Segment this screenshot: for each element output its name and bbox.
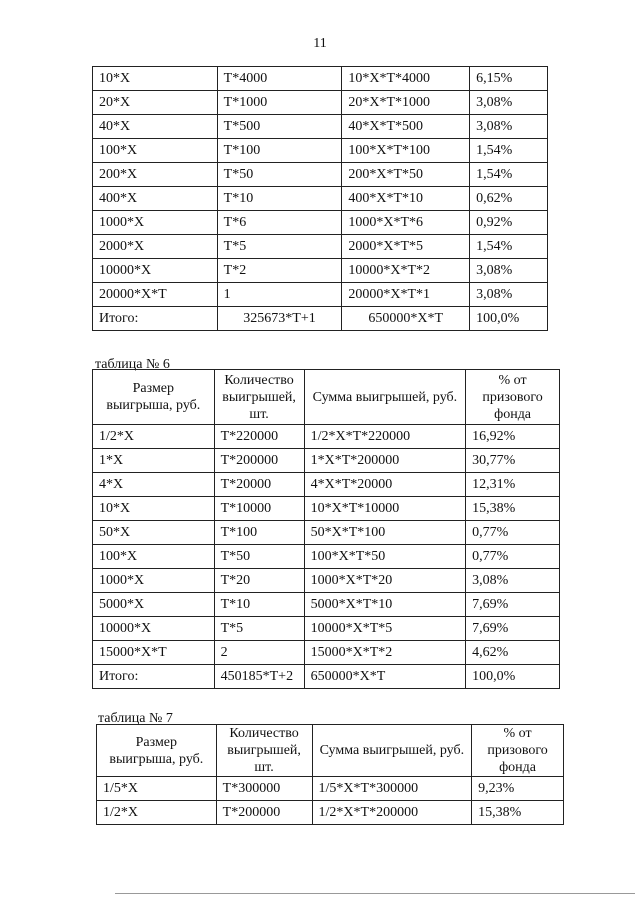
column-header: % от призового фонда bbox=[466, 370, 560, 425]
table-cell: 50*X*T*100 bbox=[304, 521, 466, 545]
table-cell: 15,38% bbox=[466, 497, 560, 521]
table-cell: 4,62% bbox=[466, 641, 560, 665]
table-cell: T*5 bbox=[214, 617, 304, 641]
table-cell: T*6 bbox=[217, 211, 342, 235]
table-row bbox=[93, 425, 560, 449]
table-cell: T*50 bbox=[217, 163, 342, 187]
table-cell: T*200000 bbox=[214, 449, 304, 473]
table-cell: T*4000 bbox=[217, 67, 342, 91]
table-row bbox=[93, 91, 548, 115]
table-cell: 1000*X bbox=[93, 569, 215, 593]
table-cell: 1000*X bbox=[93, 211, 218, 235]
table-cell: 325673*T+1 bbox=[217, 307, 342, 331]
table-cell: 7,69% bbox=[466, 593, 560, 617]
table-cell: T*500 bbox=[217, 115, 342, 139]
table-cell: 20000*X*T*1 bbox=[342, 283, 470, 307]
table-cell: 200*X bbox=[93, 163, 218, 187]
table-cell: 3,08% bbox=[470, 91, 548, 115]
table-cell: 30,77% bbox=[466, 449, 560, 473]
table-row bbox=[93, 139, 548, 163]
table-cell: Итого: bbox=[93, 307, 218, 331]
table-cell: 1/5*X*T*300000 bbox=[312, 777, 472, 801]
table-cell: 100,0% bbox=[466, 665, 560, 689]
table-cell: T*220000 bbox=[214, 425, 304, 449]
table-cell: 100*X bbox=[93, 545, 215, 569]
table-cell: 20*X*T*1000 bbox=[342, 91, 470, 115]
table-cell: 3,08% bbox=[470, 259, 548, 283]
table-caption: таблица № 6 bbox=[95, 357, 170, 372]
table-cell: 3,08% bbox=[470, 115, 548, 139]
table-cell: T*100 bbox=[217, 139, 342, 163]
table-cell: T*10000 bbox=[214, 497, 304, 521]
table-cell: 100*X bbox=[93, 139, 218, 163]
table-cell: 1*X*T*200000 bbox=[304, 449, 466, 473]
table-cell: 0,77% bbox=[466, 521, 560, 545]
table-cell: 15,38% bbox=[472, 801, 564, 825]
table-total-row bbox=[93, 307, 548, 331]
table-cell: 200*X*T*50 bbox=[342, 163, 470, 187]
column-header: Размер выигрыша, руб. bbox=[93, 370, 215, 425]
page-edge-line bbox=[115, 893, 635, 894]
table-header-row bbox=[97, 725, 564, 777]
table-cell: 0,77% bbox=[466, 545, 560, 569]
table-cell: 16,92% bbox=[466, 425, 560, 449]
table-cell: 10*X*T*10000 bbox=[304, 497, 466, 521]
table-cell: T*10 bbox=[217, 187, 342, 211]
table-cell: 400*X*T*10 bbox=[342, 187, 470, 211]
table-cell: 650000*X*T bbox=[342, 307, 470, 331]
table-cell: 1,54% bbox=[470, 235, 548, 259]
table-cell: 12,31% bbox=[466, 473, 560, 497]
table-row bbox=[93, 617, 560, 641]
table-cell: T*5 bbox=[217, 235, 342, 259]
page-number: 11 bbox=[313, 36, 327, 51]
table-cell: 3,08% bbox=[470, 283, 548, 307]
table-header-row bbox=[93, 370, 560, 425]
table-cell: 1000*X*T*6 bbox=[342, 211, 470, 235]
table-cell: 1/2*X*T*220000 bbox=[304, 425, 466, 449]
table-cell: T*1000 bbox=[217, 91, 342, 115]
prize-table-7 bbox=[96, 724, 564, 825]
table-cell: 6,15% bbox=[470, 67, 548, 91]
table-cell: T*300000 bbox=[216, 777, 312, 801]
table-cell: 50*X bbox=[93, 521, 215, 545]
table-row bbox=[97, 801, 564, 825]
table-cell: T*20 bbox=[214, 569, 304, 593]
table-row bbox=[93, 497, 560, 521]
table-row bbox=[93, 163, 548, 187]
table-row bbox=[93, 473, 560, 497]
table-cell: 10*X bbox=[93, 497, 215, 521]
column-header: Сумма выигрышей, руб. bbox=[312, 725, 472, 777]
table-cell: 20*X bbox=[93, 91, 218, 115]
table-cell: 1,54% bbox=[470, 139, 548, 163]
table-cell: 15000*X*T bbox=[93, 641, 215, 665]
table-row bbox=[93, 67, 548, 91]
table-cell: 2000*X bbox=[93, 235, 218, 259]
table-cell: 100*X*T*50 bbox=[304, 545, 466, 569]
table-cell: T*10 bbox=[214, 593, 304, 617]
table-cell: 1000*X*T*20 bbox=[304, 569, 466, 593]
table-cell: Итого: bbox=[93, 665, 215, 689]
table-cell: 10*X bbox=[93, 67, 218, 91]
table-row bbox=[97, 777, 564, 801]
table-cell: 7,69% bbox=[466, 617, 560, 641]
column-header: % от призового фонда bbox=[472, 725, 564, 777]
table-cell: 15000*X*T*2 bbox=[304, 641, 466, 665]
table-cell: 450185*T+2 bbox=[214, 665, 304, 689]
table-row bbox=[93, 641, 560, 665]
table-cell: 1*X bbox=[93, 449, 215, 473]
table-row bbox=[93, 569, 560, 593]
table-row bbox=[93, 259, 548, 283]
table-row bbox=[93, 235, 548, 259]
prize-table-continuation bbox=[92, 66, 548, 331]
table-row bbox=[93, 593, 560, 617]
table-cell: 3,08% bbox=[466, 569, 560, 593]
table-total-row bbox=[93, 665, 560, 689]
table-cell: 10000*X bbox=[93, 259, 218, 283]
table-cell: 10000*X bbox=[93, 617, 215, 641]
table-caption: таблица № 7 bbox=[98, 711, 173, 726]
table-row bbox=[93, 187, 548, 211]
table-cell: 1/2*X bbox=[97, 801, 217, 825]
table-cell: 400*X bbox=[93, 187, 218, 211]
table-cell: 9,23% bbox=[472, 777, 564, 801]
table-cell: 1 bbox=[217, 283, 342, 307]
table-cell: T*50 bbox=[214, 545, 304, 569]
table-cell: 100*X*T*100 bbox=[342, 139, 470, 163]
table-cell: 2000*X*T*5 bbox=[342, 235, 470, 259]
table-cell: 5000*X*T*10 bbox=[304, 593, 466, 617]
column-header: Размер выигрыша, руб. bbox=[97, 725, 217, 777]
table-cell: 650000*X*T bbox=[304, 665, 466, 689]
column-header: Сумма выигрышей, руб. bbox=[304, 370, 466, 425]
column-header: Количество выигрышей, шт. bbox=[216, 725, 312, 777]
table-cell: 10*X*T*4000 bbox=[342, 67, 470, 91]
table-row bbox=[93, 449, 560, 473]
table-cell: 1/2*X*T*200000 bbox=[312, 801, 472, 825]
table-cell: 40*X bbox=[93, 115, 218, 139]
table-row bbox=[93, 115, 548, 139]
table-row bbox=[93, 283, 548, 307]
table-row bbox=[93, 521, 560, 545]
table-cell: 2 bbox=[214, 641, 304, 665]
table-cell: 0,62% bbox=[470, 187, 548, 211]
table-cell: 1/5*X bbox=[97, 777, 217, 801]
table-cell: 10000*X*T*2 bbox=[342, 259, 470, 283]
table-cell: T*20000 bbox=[214, 473, 304, 497]
table-cell: 1/2*X bbox=[93, 425, 215, 449]
table-cell: 4*X bbox=[93, 473, 215, 497]
table-cell: T*200000 bbox=[216, 801, 312, 825]
table-cell: 1,54% bbox=[470, 163, 548, 187]
column-header: Количество выигрышей, шт. bbox=[214, 370, 304, 425]
table-cell: 10000*X*T*5 bbox=[304, 617, 466, 641]
prize-table-6 bbox=[92, 369, 560, 689]
table-row bbox=[93, 211, 548, 235]
table-cell: 0,92% bbox=[470, 211, 548, 235]
table-cell: T*2 bbox=[217, 259, 342, 283]
table-cell: 20000*X*T bbox=[93, 283, 218, 307]
table-cell: T*100 bbox=[214, 521, 304, 545]
table-row bbox=[93, 545, 560, 569]
table-cell: 100,0% bbox=[470, 307, 548, 331]
table-cell: 4*X*T*20000 bbox=[304, 473, 466, 497]
table-cell: 40*X*T*500 bbox=[342, 115, 470, 139]
table-cell: 5000*X bbox=[93, 593, 215, 617]
